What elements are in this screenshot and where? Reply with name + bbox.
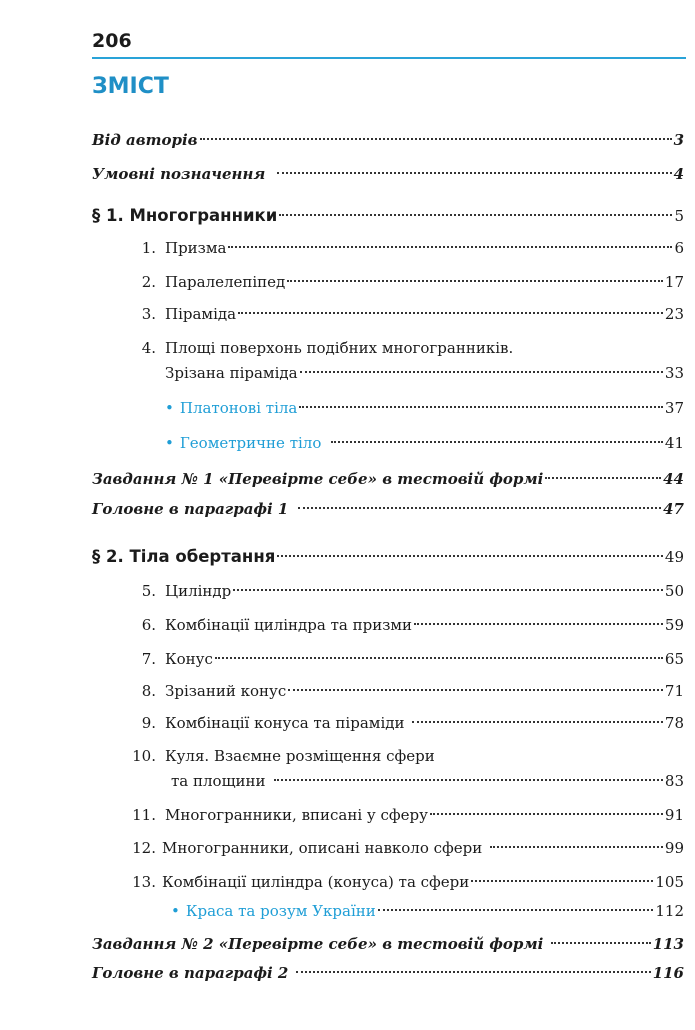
leader-dots	[331, 441, 663, 443]
leader-dots	[412, 721, 662, 723]
leader-dots	[551, 942, 650, 944]
toc-summary-2[interactable]: Головне в параграфі 2 116	[92, 961, 684, 985]
leader-dots	[200, 138, 672, 140]
leader-dots	[490, 846, 663, 848]
toc-item-9[interactable]: 9. Комбінації конуса та піраміди 78	[132, 711, 684, 735]
bullet-icon: •	[165, 399, 174, 417]
page-ref: 71	[664, 682, 684, 700]
page-ref: 112	[655, 902, 684, 920]
leader-dots	[298, 507, 661, 509]
page-ref: 83	[664, 772, 684, 790]
toc-extra-ukraine[interactable]: • Краса та розум України 112	[171, 899, 684, 923]
leader-dots	[296, 971, 650, 973]
leader-dots	[545, 477, 661, 479]
page-ref: 59	[664, 616, 684, 634]
bullet-icon: •	[171, 902, 180, 920]
leader-dots	[287, 280, 663, 282]
page-ref: 44	[663, 470, 684, 488]
page-ref: 116	[652, 964, 684, 982]
page-ref: 50	[664, 582, 684, 600]
toc-item-1[interactable]: 1. Призма 6	[136, 236, 684, 260]
leader-dots	[228, 246, 672, 248]
toc-item-12[interactable]: 12. Многогранники, описані навколо сфери 99	[132, 836, 684, 860]
leader-dots	[279, 214, 672, 216]
toc-summary-1[interactable]: Головне в параграфі 1 47	[92, 497, 684, 521]
toc-section-2[interactable]: § 2. Тіла обертання 49	[92, 545, 684, 569]
page-ref: 5	[674, 207, 684, 225]
leader-dots	[414, 623, 663, 625]
page-ref: 23	[664, 305, 684, 323]
toc-item-10-line1[interactable]: 10. Куля. Взаємне розміщення сфери	[132, 747, 435, 765]
toc-item-6[interactable]: 6. Комбінації циліндра та призми 59	[132, 613, 684, 637]
page-ref: 33	[664, 364, 684, 382]
toc-item-4-line2[interactable]: Зрізана піраміда 33	[165, 361, 684, 385]
leader-dots	[471, 880, 653, 882]
page-ref: 47	[663, 500, 684, 518]
header-rule	[92, 57, 686, 59]
page-number: 206	[92, 30, 132, 52]
page-title: ЗМІСТ	[92, 74, 169, 99]
bullet-icon: •	[165, 434, 174, 452]
leader-dots	[288, 689, 663, 691]
leader-dots	[274, 779, 663, 781]
toc-item-3[interactable]: 3. Піраміда 23	[136, 302, 684, 326]
page-ref: 3	[673, 131, 684, 149]
toc-item-13[interactable]: 13. Комбінації циліндра (конуса) та сфери 105	[132, 870, 684, 894]
page-ref: 91	[664, 806, 684, 824]
toc-item-4-line1[interactable]: 4. Площі поверхонь подібних многогранників.	[141, 339, 514, 357]
toc-extra-geometric-body[interactable]: • Геометричне тіло 41	[165, 431, 684, 455]
page-ref: 99	[664, 839, 684, 857]
leader-dots	[238, 312, 663, 314]
toc-item-5[interactable]: 5. Циліндр 50	[132, 579, 684, 603]
leader-dots	[277, 172, 671, 174]
page-ref: 65	[664, 650, 684, 668]
toc-item-7[interactable]: 7. Конус 65	[132, 647, 684, 671]
toc-test-2[interactable]: Завдання № 2 «Перевірте себе» в тестовій формі 113	[92, 932, 684, 956]
leader-dots	[299, 406, 663, 408]
page-ref: 6	[674, 239, 684, 257]
toc-test-1[interactable]: Завдання № 1 «Перевірте себе» в тестовій формі 44	[92, 467, 684, 491]
leader-dots	[300, 371, 663, 373]
toc-entry-notation[interactable]: Умовні позначення 4	[92, 162, 684, 186]
page-ref: 37	[664, 399, 684, 417]
page-ref: 78	[664, 714, 684, 732]
page-ref: 105	[655, 873, 684, 891]
toc-entry-authors[interactable]: Від авторів 3	[92, 128, 684, 152]
page-ref: 4	[673, 165, 684, 183]
toc-section-1[interactable]: § 1. Многогранники 5	[92, 204, 684, 228]
leader-dots	[378, 909, 654, 911]
leader-dots	[277, 555, 663, 557]
leader-dots	[233, 589, 663, 591]
toc-item-2[interactable]: 2. Паралелепіпед 17	[136, 270, 684, 294]
page-ref: 41	[664, 434, 684, 452]
page-ref: 49	[664, 548, 684, 566]
toc-extra-platonic-solids[interactable]: • Платонові тіла 37	[165, 396, 684, 420]
toc-item-10-line2[interactable]: та площини 83	[171, 769, 684, 793]
leader-dots	[430, 813, 663, 815]
page-ref: 17	[664, 273, 684, 291]
toc-item-8[interactable]: 8. Зрізаний конус 71	[132, 679, 684, 703]
page-ref: 113	[652, 935, 684, 953]
toc-item-11[interactable]: 11. Многогранники, вписані у сферу 91	[132, 803, 684, 827]
leader-dots	[215, 657, 663, 659]
